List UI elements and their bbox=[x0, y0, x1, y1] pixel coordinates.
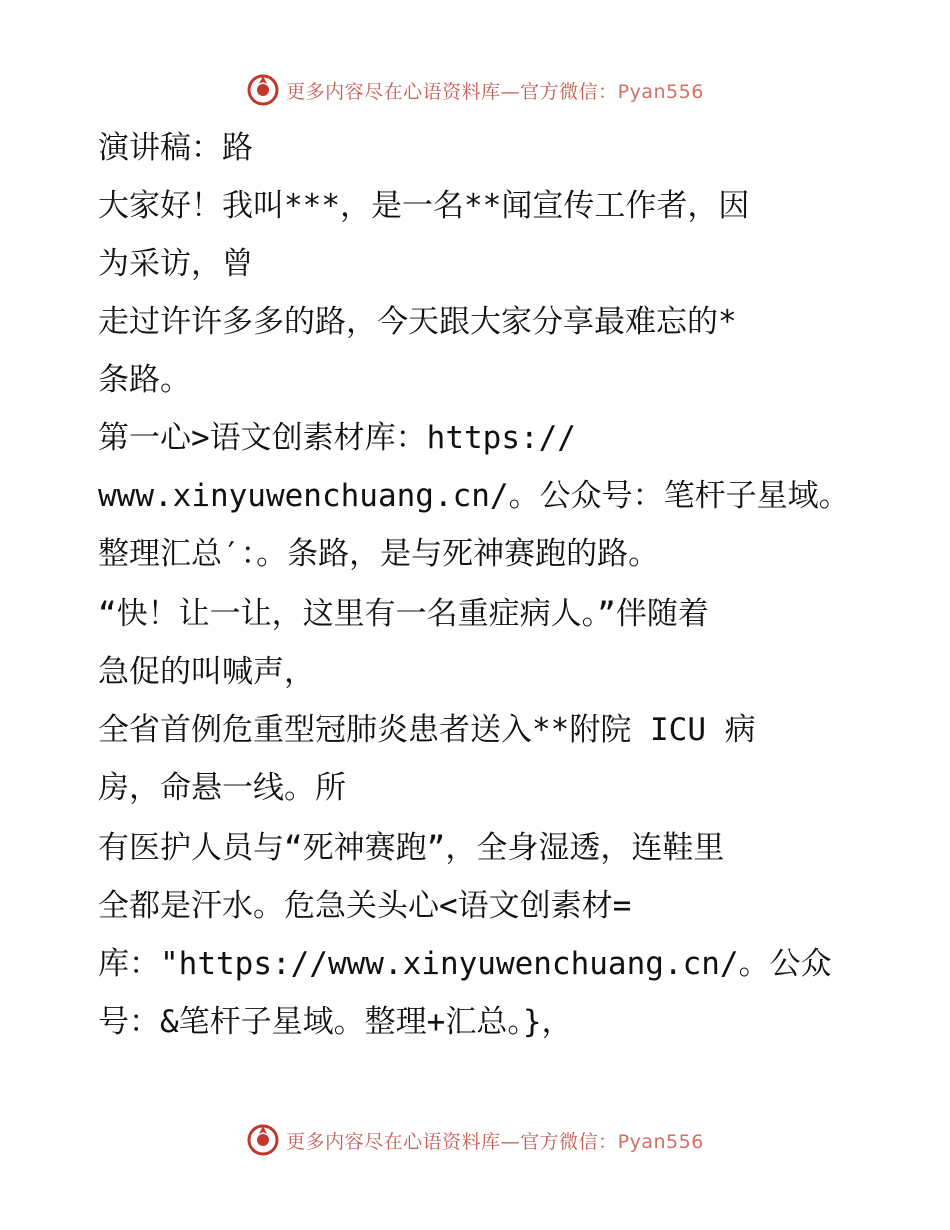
text-line: “快！让一让，这里有一名重症病人。”伴随着 bbox=[98, 596, 709, 632]
text-line: 房，命悬一线。所 bbox=[98, 770, 346, 806]
footer-watermark bbox=[0, 1120, 950, 1160]
text-line: www.xinyuwenchuang.cn/。公众号：笔杆子星域。 bbox=[98, 478, 850, 514]
wechat-id: Pyan556 bbox=[617, 1130, 704, 1153]
brand-logo-icon bbox=[246, 1123, 280, 1157]
text-line: 整理汇总′：。条路，是与死神赛跑的路。 bbox=[98, 536, 660, 572]
header-watermark bbox=[0, 70, 950, 110]
text-line: 有医护人员与“死神赛跑”，全身湿透，连鞋里 bbox=[98, 830, 725, 866]
watermark-text: 更多内容尽在心语资料库—官方微信：Pyan556 bbox=[286, 1130, 704, 1153]
text-line: 为采访，曾 bbox=[98, 246, 253, 282]
text-line: 走过许许多多的路，今天跟大家分享最难忘的* bbox=[98, 304, 737, 340]
text-line: 第一心>语文创素材库：https:// bbox=[98, 420, 576, 456]
wechat-id: Pyan556 bbox=[617, 80, 704, 103]
text-line: 条路。 bbox=[98, 362, 191, 398]
text-line: 大家好！我叫***，是一名**闻宣传工作者，因 bbox=[98, 188, 750, 224]
text-line: 号：&笔杆子星域。整理+汇总。}， bbox=[98, 1004, 573, 1040]
watermark-text: 更多内容尽在心语资料库—官方微信：Pyan556 bbox=[286, 80, 704, 103]
text-line: 库："https://www.xinyuwenchuang.cn/。公众 bbox=[98, 946, 832, 982]
text-line: 急促的叫喊声， bbox=[98, 654, 315, 690]
brand-logo-icon bbox=[246, 73, 280, 107]
text-line: 全都是汗水。危急关头心<语文创素材= bbox=[98, 888, 632, 924]
text-line: 演讲稿：路 bbox=[98, 130, 253, 166]
text-line: 全省首例危重型冠肺炎患者送入**附院 ICU 病 bbox=[98, 712, 756, 748]
